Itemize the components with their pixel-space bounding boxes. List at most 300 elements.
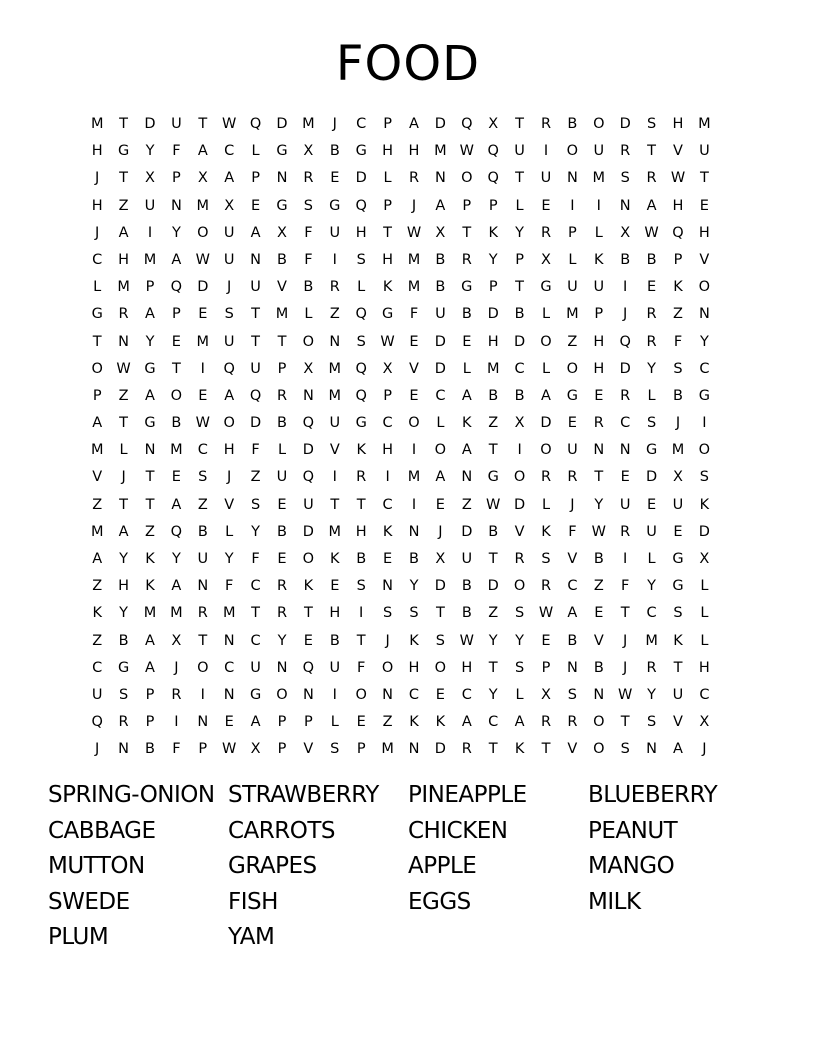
grid-letter: S — [646, 116, 657, 132]
grid-letter: M — [90, 523, 104, 540]
grid-letter: F — [251, 551, 260, 567]
grid-letter: P — [304, 714, 313, 731]
grid-letter: J — [702, 741, 707, 758]
grid-letter: B — [277, 415, 287, 432]
grid-letter: T — [462, 224, 472, 241]
grid-letter: E — [356, 714, 366, 731]
grid-letter: Y — [647, 578, 657, 595]
grid-letter: A — [250, 714, 261, 731]
grid-letter: I — [200, 686, 205, 703]
grid-letter: S — [330, 741, 340, 758]
grid-letter: K — [382, 279, 393, 296]
grid-letter: K — [594, 251, 604, 268]
grid-letter: U — [593, 279, 605, 296]
grid-letter: K — [145, 578, 155, 595]
grid-letter: D — [434, 333, 446, 350]
grid-letter: H — [382, 143, 394, 160]
grid-letter: T — [145, 496, 155, 513]
grid-letter: T — [594, 469, 604, 486]
grid-letter: G — [355, 415, 367, 432]
grid-letter: U — [250, 659, 261, 676]
grid-letter: R — [276, 578, 288, 595]
grid-letter: L — [541, 360, 551, 377]
grid-letter: K — [382, 523, 393, 540]
grid-letter: E — [541, 197, 551, 214]
grid-letter: V — [567, 741, 578, 758]
grid-letter: F — [172, 741, 181, 758]
grid-letter: V — [673, 143, 683, 160]
grid-letter: Y — [277, 632, 287, 649]
grid-letter: U — [329, 415, 341, 432]
grid-letter: H — [698, 659, 710, 676]
grid-letter: D — [434, 578, 446, 595]
grid-letter: V — [277, 279, 287, 296]
grid-letter: D — [487, 306, 499, 323]
grid-letter: N — [408, 523, 420, 540]
grid-letter: W — [195, 415, 210, 432]
grid-letter: F — [304, 251, 313, 268]
grid-letter: K — [673, 632, 683, 649]
grid-letter: A — [171, 496, 182, 513]
grid-letter: A — [171, 578, 182, 595]
grid-letter: T — [541, 741, 551, 758]
grid-letter: D — [619, 360, 631, 377]
grid-letter: B — [277, 523, 287, 540]
grid-letter: B — [409, 551, 419, 567]
grid-letter: R — [540, 714, 552, 731]
word-list-item: SWEDE — [48, 888, 130, 915]
grid-letter: B — [461, 578, 472, 595]
grid-letter: M — [143, 251, 157, 268]
grid-letter: T — [171, 360, 181, 377]
grid-letter: B — [197, 523, 208, 540]
grid-letter: P — [383, 387, 392, 404]
grid-letter: R — [461, 741, 472, 758]
grid-letter: B — [356, 551, 367, 567]
grid-letter: G — [144, 360, 156, 377]
grid-letter: K — [435, 714, 446, 731]
grid-row — [84, 464, 744, 491]
grid-letter: Z — [329, 306, 340, 323]
grid-letter: L — [251, 143, 260, 160]
grid-letter: U — [567, 279, 578, 296]
grid-letter: J — [570, 496, 575, 513]
word-list-item: CARROTS — [228, 817, 336, 844]
grid-letter: U — [672, 686, 684, 703]
word-list-item: PEANUT — [588, 817, 678, 844]
grid-letter: U — [197, 551, 209, 567]
grid-letter: P — [251, 170, 260, 187]
grid-letter: A — [118, 224, 129, 241]
grid-letter: B — [514, 306, 525, 323]
grid-letter: P — [515, 251, 524, 268]
grid-letter: T — [119, 415, 129, 432]
grid-letter: J — [174, 659, 179, 676]
grid-letter: X — [145, 170, 155, 187]
grid-letter: U — [223, 224, 235, 241]
grid-row — [84, 655, 744, 682]
grid-letter: D — [434, 741, 446, 758]
grid-letter: N — [619, 442, 631, 459]
grid-letter: G — [381, 306, 394, 323]
grid-row — [84, 247, 744, 274]
grid-letter: R — [540, 224, 552, 241]
grid-letter: B — [620, 251, 631, 268]
grid-letter: G — [355, 143, 367, 160]
grid-letter: I — [332, 686, 337, 703]
grid-letter: N — [144, 442, 156, 459]
grid-letter: R — [303, 170, 314, 187]
grid-letter: X — [197, 170, 208, 187]
word-list-item: STRAWBERRY — [228, 782, 379, 808]
grid-letter: G — [461, 279, 473, 296]
grid-letter: T — [251, 306, 261, 323]
grid-letter: R — [276, 387, 288, 404]
grid-letter: T — [251, 605, 261, 622]
grid-letter: R — [461, 251, 472, 268]
grid-letter: Y — [145, 333, 155, 350]
grid-letter: E — [620, 469, 630, 486]
grid-letter: R — [356, 469, 367, 486]
grid-letter: M — [328, 387, 342, 404]
grid-letter: G — [487, 469, 499, 486]
grid-letter: J — [227, 279, 232, 296]
grid-letter: T — [92, 333, 102, 350]
grid-letter: L — [541, 496, 551, 513]
grid-letter: O — [698, 442, 711, 459]
grid-letter: H — [593, 360, 605, 377]
grid-letter: T — [198, 632, 208, 649]
grid-letter: X — [435, 551, 446, 567]
grid-letter: N — [170, 197, 182, 214]
grid-letter: S — [673, 360, 683, 377]
grid-letter: S — [567, 686, 577, 703]
grid-letter: X — [699, 714, 710, 731]
grid-row — [84, 682, 744, 709]
grid-letter: B — [461, 605, 472, 622]
grid-letter: Z — [92, 578, 103, 595]
grid-row — [84, 329, 744, 356]
grid-letter: S — [514, 659, 525, 676]
grid-letter: E — [251, 197, 261, 214]
grid-letter: Q — [249, 387, 262, 404]
grid-letter: W — [459, 143, 474, 160]
grid-letter: N — [461, 469, 473, 486]
grid-row — [84, 220, 744, 247]
grid-letter: N — [382, 578, 394, 595]
grid-letter: A — [197, 143, 208, 160]
grid-letter: O — [408, 415, 420, 432]
grid-letter: W — [670, 170, 686, 187]
grid-letter: P — [277, 360, 287, 377]
word-list-item: YAM — [228, 924, 275, 951]
grid-letter: T — [435, 605, 445, 622]
grid-row — [84, 519, 744, 546]
word-list-item: CABBAGE — [48, 817, 156, 844]
grid-letter: X — [673, 469, 683, 486]
grid-letter: L — [515, 197, 524, 214]
grid-letter: T — [119, 496, 129, 513]
grid-letter: E — [409, 387, 419, 404]
grid-letter: Z — [382, 714, 393, 731]
grid-letter: L — [515, 686, 524, 703]
grid-letter: C — [356, 116, 367, 132]
grid-letter: T — [488, 551, 498, 567]
grid-letter: A — [145, 387, 155, 404]
grid-letter: M — [170, 442, 183, 459]
grid-letter: G — [672, 578, 684, 595]
grid-letter: T — [119, 170, 129, 187]
grid-letter: L — [93, 279, 102, 296]
grid-letter: M — [222, 605, 236, 622]
grid-letter: K — [409, 632, 419, 649]
word-list-item: APPLE — [408, 853, 477, 880]
grid-letter: Q — [355, 197, 367, 214]
grid-row — [84, 301, 744, 328]
word-list-item: SPRING-ONION — [48, 782, 215, 808]
grid-letter: L — [594, 224, 603, 241]
grid-letter: C — [646, 605, 657, 622]
grid-letter: O — [593, 741, 605, 758]
grid-letter: I — [411, 496, 417, 513]
grid-row — [84, 546, 744, 573]
grid-letter: C — [620, 415, 631, 432]
grid-letter: I — [517, 442, 522, 459]
grid-letter: A — [224, 170, 235, 187]
grid-letter: I — [702, 415, 707, 432]
grid-letter: W — [380, 333, 395, 350]
grid-letter: J — [438, 523, 443, 540]
grid-letter: K — [462, 415, 472, 432]
grid-letter: W — [116, 360, 131, 377]
grid-letter: C — [699, 360, 710, 377]
grid-letter: U — [223, 251, 235, 268]
grid-letter: E — [409, 333, 419, 350]
grid-letter: O — [461, 170, 473, 187]
grid-letter: R — [171, 686, 182, 703]
grid-letter: X — [699, 551, 710, 567]
grid-letter: I — [570, 197, 575, 214]
grid-letter: R — [408, 170, 420, 187]
grid-letter: A — [461, 387, 472, 404]
grid-letter: R — [646, 659, 657, 676]
grid-letter: Y — [171, 224, 181, 241]
grid-letter: E — [673, 523, 683, 540]
grid-letter: F — [673, 333, 683, 350]
grid-letter: P — [145, 686, 155, 703]
grid-letter: R — [620, 143, 631, 160]
grid-letter: N — [593, 442, 605, 459]
grid-letter: A — [567, 605, 578, 622]
grid-letter: N — [593, 686, 605, 703]
grid-letter: Q — [302, 469, 315, 486]
grid-letter: M — [90, 442, 104, 459]
grid-row — [84, 111, 744, 138]
grid-letter: D — [302, 523, 314, 540]
grid-letter: E — [699, 197, 709, 214]
grid-letter: V — [329, 442, 340, 459]
grid-letter: D — [250, 415, 262, 432]
grid-letter: Y — [171, 551, 181, 567]
grid-letter: M — [328, 523, 342, 540]
grid-letter: R — [646, 306, 657, 323]
grid-letter: K — [409, 714, 419, 731]
grid-letter: I — [332, 469, 337, 486]
grid-letter: I — [411, 442, 417, 459]
grid-letter: P — [488, 279, 498, 296]
grid-letter: F — [621, 578, 630, 595]
grid-letter: O — [513, 469, 526, 486]
word-list-item: GRAPES — [228, 853, 317, 880]
grid-letter: X — [541, 251, 551, 268]
grid-letter: O — [566, 360, 579, 377]
grid-letter: H — [329, 605, 341, 622]
grid-letter: R — [540, 116, 552, 132]
grid-letter: X — [488, 116, 499, 132]
grid-letter: K — [541, 523, 551, 540]
grid-letter: G — [645, 442, 658, 459]
grid-letter: M — [434, 143, 447, 160]
grid-letter: W — [591, 523, 606, 540]
grid-letter: V — [567, 551, 578, 567]
grid-letter: Q — [672, 224, 684, 241]
grid-letter: M — [275, 306, 289, 323]
grid-letter: X — [514, 415, 525, 432]
grid-letter: A — [435, 197, 446, 214]
grid-letter: C — [514, 360, 525, 377]
grid-letter: A — [118, 523, 129, 540]
grid-letter: C — [382, 415, 393, 432]
grid-letter: O — [434, 659, 447, 676]
grid-letter: M — [671, 442, 685, 459]
grid-letter: S — [356, 251, 366, 268]
grid-letter: U — [276, 469, 288, 486]
grid-letter: Y — [647, 360, 657, 377]
grid-letter: H — [698, 224, 710, 241]
grid-letter: K — [145, 551, 155, 567]
grid-letter: W — [618, 686, 633, 703]
grid-letter: L — [541, 306, 551, 323]
grid-letter: G — [117, 659, 130, 676]
grid-letter: Z — [461, 496, 472, 513]
word-list-item: MILK — [588, 888, 641, 915]
grid-letter: P — [356, 741, 366, 758]
grid-letter: O — [593, 714, 605, 731]
grid-letter: R — [646, 333, 657, 350]
grid-letter: M — [592, 170, 606, 187]
grid-letter: S — [646, 714, 657, 731]
grid-letter: M — [117, 279, 130, 296]
grid-letter: A — [145, 306, 155, 323]
grid-letter: Y — [119, 605, 129, 622]
grid-letter: U — [223, 333, 235, 350]
grid-letter: X — [171, 632, 182, 649]
grid-letter: M — [170, 605, 183, 622]
grid-letter: J — [675, 415, 681, 432]
grid-letter: P — [673, 251, 683, 268]
grid-letter: D — [144, 116, 156, 132]
grid-letter: N — [646, 741, 658, 758]
grid-letter: T — [620, 714, 630, 731]
grid-letter: U — [540, 170, 552, 187]
grid-letter: Z — [145, 523, 155, 540]
grid-letter: D — [619, 116, 631, 132]
grid-letter: Q — [355, 306, 367, 323]
grid-letter: J — [623, 659, 628, 676]
grid-letter: N — [408, 741, 420, 758]
grid-letter: Y — [119, 551, 129, 567]
grid-letter: N — [566, 170, 578, 187]
grid-letter: E — [224, 714, 234, 731]
grid-letter: W — [486, 496, 501, 513]
grid-letter: L — [700, 632, 709, 649]
grid-row — [84, 193, 744, 220]
grid-letter: U — [144, 197, 156, 214]
grid-letter: M — [90, 116, 104, 132]
grid-letter: S — [382, 605, 393, 622]
grid-letter: N — [276, 170, 288, 187]
grid-letter: O — [434, 442, 447, 459]
grid-letter: C — [92, 251, 103, 268]
grid-letter: L — [304, 306, 313, 323]
grid-letter: U — [329, 224, 341, 241]
grid-letter: S — [435, 632, 445, 649]
grid-letter: N — [329, 333, 341, 350]
grid-letter: O — [355, 686, 367, 703]
word-list-item: MUTTON — [48, 853, 145, 880]
grid-letter: B — [593, 551, 604, 567]
grid-letter: G — [566, 387, 578, 404]
grid-letter: G — [249, 686, 262, 703]
grid-letter: A — [145, 659, 155, 676]
grid-letter: Y — [647, 686, 657, 703]
grid-letter: G — [144, 415, 156, 432]
grid-letter: Y — [488, 632, 498, 649]
grid-letter: C — [92, 659, 103, 676]
grid-letter: B — [435, 279, 446, 296]
grid-row — [84, 628, 744, 655]
grid-letter: S — [620, 170, 630, 187]
grid-letter: I — [543, 143, 549, 160]
grid-letter: T — [488, 741, 498, 758]
grid-letter: O — [276, 686, 288, 703]
grid-letter: E — [567, 415, 577, 432]
grid-letter: Y — [699, 333, 709, 350]
grid-letter: L — [462, 360, 471, 377]
grid-letter: L — [700, 578, 709, 595]
grid-letter: W — [459, 632, 474, 649]
grid-letter: T — [515, 116, 525, 132]
grid-letter: N — [382, 686, 394, 703]
grid-letter: T — [119, 116, 129, 132]
grid-letter: X — [382, 360, 393, 377]
grid-letter: R — [329, 279, 340, 296]
grid-row — [84, 437, 744, 464]
grid-letter: R — [540, 469, 552, 486]
grid-letter: J — [332, 116, 337, 132]
grid-letter: T — [251, 333, 261, 350]
grid-letter: S — [356, 578, 366, 595]
grid-letter: V — [303, 741, 314, 758]
grid-letter: P — [172, 170, 181, 187]
grid-letter: H — [355, 523, 367, 540]
grid-letter: A — [541, 387, 551, 404]
grid-row — [84, 356, 744, 383]
grid-letter: J — [95, 224, 100, 241]
grid-letter: M — [566, 306, 579, 323]
grid-letter: C — [408, 686, 420, 703]
grid-letter: V — [514, 523, 525, 540]
